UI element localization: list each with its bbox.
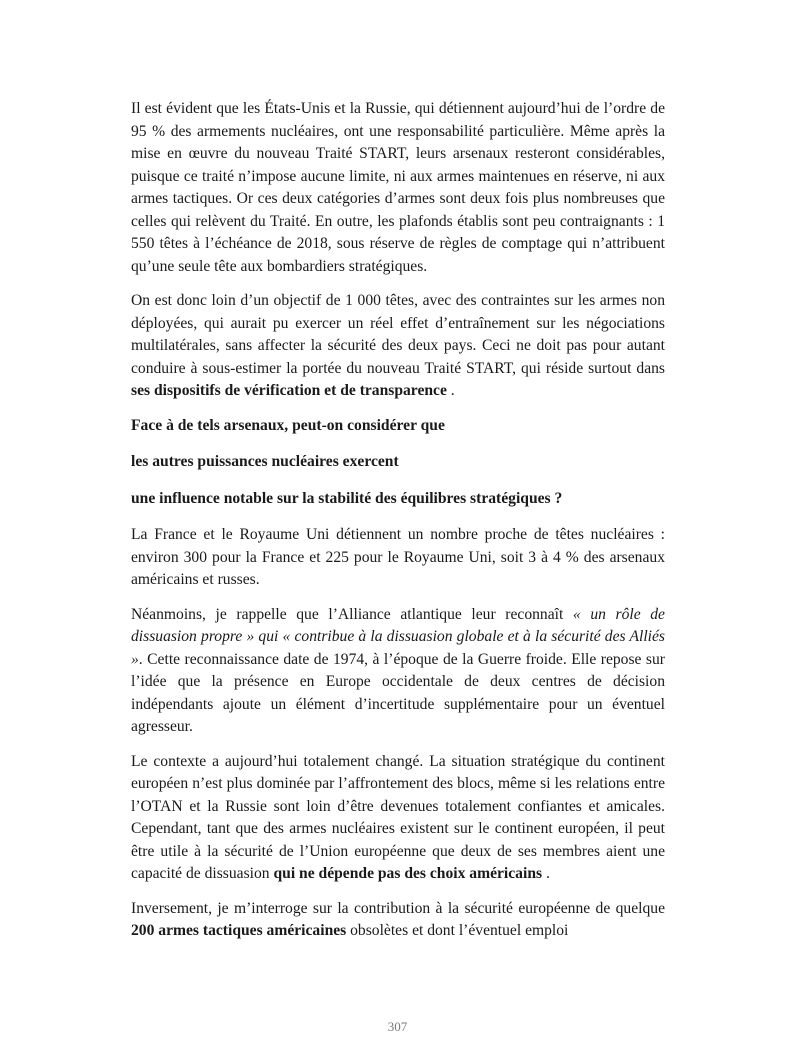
paragraph-4-text: Néanmoins, je rappelle que l’Alliance atlantique leur reconnaît bbox=[131, 605, 573, 623]
paragraph-2-bold: ses dispositifs de vérification et de transparence bbox=[131, 382, 447, 399]
document-body bbox=[131, 98, 665, 955]
paragraph-6 bbox=[131, 898, 665, 943]
section-heading-line-2: les autres puissances nucléaires exercent bbox=[131, 453, 399, 470]
paragraph-2-end: . bbox=[450, 382, 455, 399]
section-heading-line-3: une influence notable sur la stabilité des équilibres stratégiques ? bbox=[131, 489, 563, 507]
paragraph-2 bbox=[131, 290, 665, 403]
paragraph-4 bbox=[131, 604, 665, 739]
paragraph-6-bold: 200 armes tactiques américaines bbox=[131, 922, 347, 939]
section-heading-line-1: Face à de tels arsenaux, peut-on considérer que bbox=[131, 416, 445, 434]
page-number: 307 bbox=[387, 1019, 408, 1034]
paragraph-1: Il est évident que les États-Unis et la Russie, qui détiennent aujourd’hui de l’ordre de 95 % des armements nucléaires, ont une responsabilité particulière. Même après la mise en œuvre du nouveau Traité START, leurs arsenaux resteront considérables, puisque ce traité n’impose aucune limite, ni aux armes maintenues en réserve, ni aux armes tactiques. Or ces deux catégories d’armes sont deux fois plus nombreuses que celles qui relèvent du Traité. En outre, les plafonds établis sont peu contraignants : 1 550 têtes à l’échéance de 2018, sous réserve de règles de comptage qui n’attribuent qu’une seule tête aux bombardiers stratégiques. bbox=[131, 100, 665, 275]
paragraph-5-bold: qui ne dépende pas des choix américains bbox=[273, 865, 543, 882]
paragraph-5-text: Le contexte a aujourd’hui totalement changé. La situation stratégique du continent européen n’est plus dominée par l’affrontement des blocs, même si les relations entre l’OTAN et la Russie sont loin d’être devenues totalement confiantes et amicales. Cependant, tant que des armes nucléaires existent sur le continent européen, il peut être utile à la sécurité de l’Union européenne que deux de ses membres aient une capacité de dissuasion bbox=[131, 752, 665, 882]
paragraph-2-text: On est donc loin d’un objectif de 1 000 têtes, avec des contraintes sur les armes non déployées, qui aurait pu exercer un réel effet d’entraînement sur les négociations multilatérales, sans affecter la sécurité des deux pays. Ceci ne doit pas pour autant conduire à sous-estimer la portée du nouveau Traité START, qui réside surtout dans bbox=[131, 292, 665, 377]
paragraph-5 bbox=[131, 751, 665, 886]
paragraph-4-quote: « un rôle de dissuasion propre » qui « contribue à la dissuasion globale et à la sécurité des Alliés » bbox=[131, 605, 665, 668]
paragraph-4-end: . Cette reconnaissance date de 1974, à l’époque de la Guerre froide. Elle repose sur l’idée que la présence en Europe occidentale de deux centres de décision indépendants ajoute un élément d’incertitude supplémentaire pour un éventuel agresseur. bbox=[131, 650, 665, 735]
paragraph-6-text: Inversement, je m’interroge sur la contribution à la sécurité européenne de quelque bbox=[131, 899, 665, 917]
paragraph-5-end: . bbox=[545, 865, 550, 882]
paragraph-3: La France et le Royaume Uni détiennent un nombre proche de têtes nucléaires : environ 300 pour la France et 225 pour le Royaume Uni, soit 3 à 4 % des arsenaux américains et russes. bbox=[131, 526, 665, 588]
paragraph-6-end: obsolètes et dont l’éventuel emploi bbox=[346, 922, 569, 939]
